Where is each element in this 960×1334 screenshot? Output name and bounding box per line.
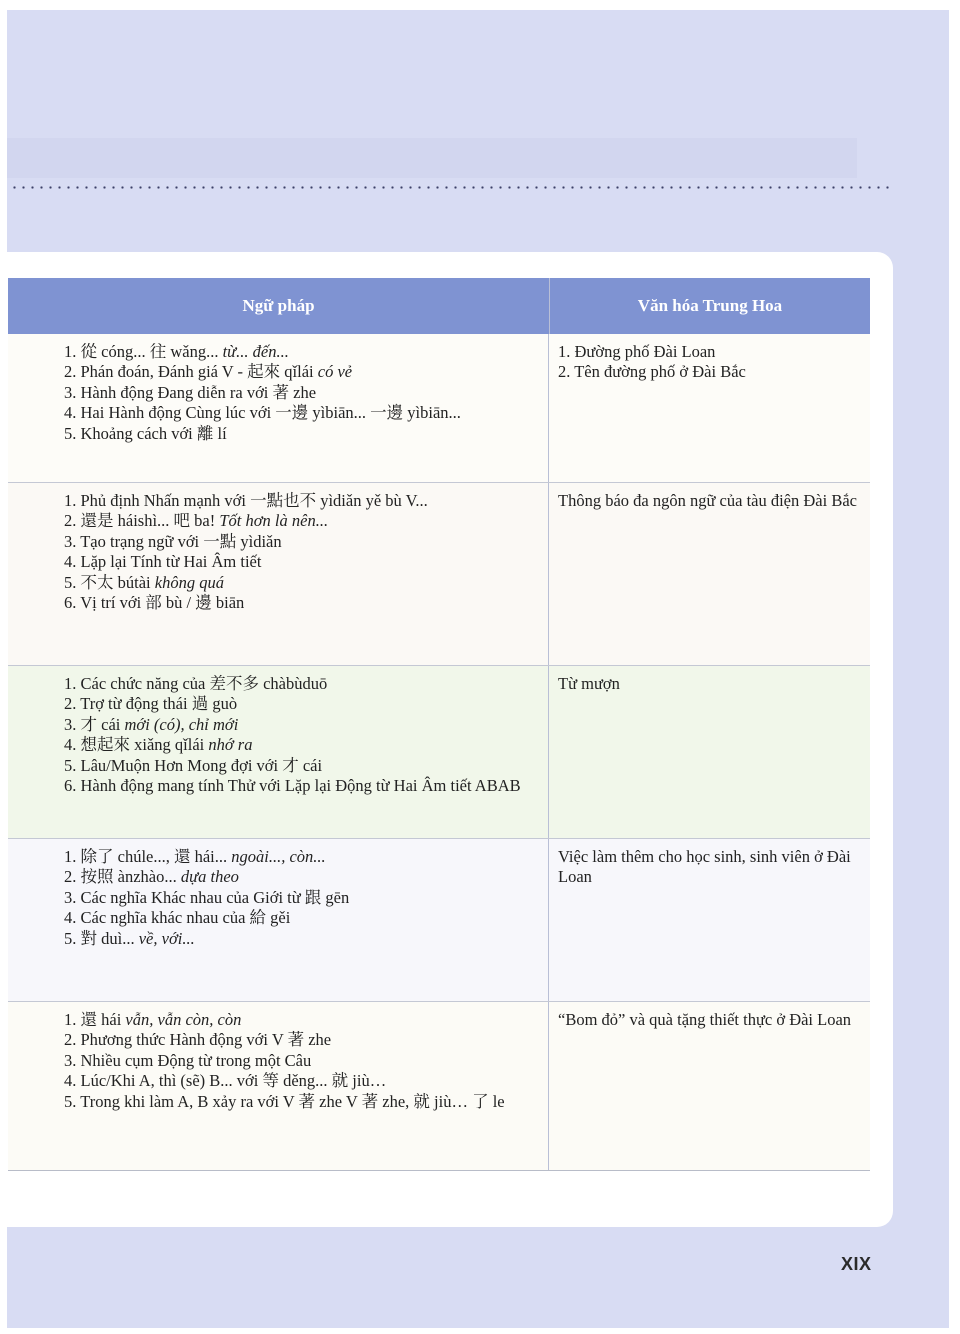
table-row [8,483,870,666]
table-row [8,666,870,839]
grammar-item: 2. Phán đoán, Đánh giá V - 起來 qǐlái có vẻ [64,362,353,382]
table-row [8,334,870,483]
culture-item: 1. Đường phố Đài Loan [558,342,716,361]
grammar-item: 3. 才 cái mới (có), chỉ mới [64,714,239,734]
culture-item: Từ mượn [558,674,620,693]
grammar-cell [8,1002,549,1170]
grammar-item: 2. Trợ từ động thái 過 guò [64,694,238,714]
grammar-item: 5. Khoảng cách với 離 lí [64,423,227,443]
culture-cell [549,483,869,665]
table-header-row [8,278,870,334]
culture-item: Thông báo đa ngôn ngữ của tàu điện Đài Bắc [558,491,857,510]
grammar-item: 2. Phương thức Hành động với V 著 zhe [64,1030,332,1050]
grammar-cell [8,483,549,665]
dotted-divider [10,186,890,189]
grammar-item: 3. Các nghĩa Khác nhau của Giới từ 跟 gēn [64,887,350,907]
culture-item: “Bom đỏ” và quà tặng thiết thực ở Đài Loan [558,1010,852,1029]
grammar-item: 1. 還 hái vẫn, vẫn còn, còn [64,1010,242,1029]
grammar-item: 4. Hai Hành động Cùng lúc với 一邊 yìbiān... 一邊 yìbiān... [64,403,461,423]
syllabus-table [8,278,870,1171]
faded-header-band [7,138,857,178]
grammar-item: 3. Hành động Đang diễn ra với 著 zhe [64,382,317,402]
grammar-cell [8,839,549,1001]
grammar-item: 5. 對 duì... về, với... [64,928,195,948]
grammar-item: 4. Các nghĩa khác nhau của 給 gěi [64,908,291,928]
grammar-item: 1. 除了 chúle..., 還 hái... ngoài..., còn... [64,847,326,866]
page-number: XIX [841,1254,872,1274]
grammar-item: 1. Phủ định Nhấn mạnh với 一點也不 yìdiǎn yě bù V... [64,491,428,510]
culture-cell [549,334,869,482]
grammar-item: 6. Hành động mang tính Thử với Lặp lại Động từ Hai Âm tiết ABAB [64,776,521,796]
grammar-item: 5. Trong khi làm A, B xảy ra với V 著 zhe V 著 zhe, 就 jiù… 了 le [64,1091,505,1111]
grammar-item: 1. 從 cóng... 往 wǎng... từ... đến... [64,342,289,361]
grammar-item: 3. Nhiều cụm Động từ trong một Câu [64,1050,312,1070]
table-row [8,839,870,1002]
grammar-item: 2. 按照 ànzhào... dựa theo [64,867,239,887]
grammar-cell [8,666,549,838]
grammar-item: 4. Lúc/Khi A, thì (sẽ) B... với 等 děng... 就 jiù… [64,1071,387,1091]
grammar-cell [8,334,549,482]
header-grammar: Ngữ pháp [8,278,550,334]
culture-cell [549,839,869,1001]
grammar-item: 1. Các chức năng của 差不多 chàbùduō [64,674,328,693]
culture-item: Việc làm thêm cho học sinh, sinh viên ở Đài Loan [558,847,851,887]
grammar-item: 3. Tạo trạng ngữ với 一點 yìdiǎn [64,531,282,551]
culture-cell [549,666,869,838]
grammar-item: 5. Lâu/Muộn Hơn Mong đợi với 才 cái [64,755,323,775]
grammar-item: 4. Lặp lại Tính từ Hai Âm tiết [64,552,262,572]
grammar-item: 5. 不太 bútài không quá [64,572,224,592]
culture-cell [549,1002,869,1170]
grammar-item: 2. 還是 háishì... 吧 ba! Tốt hơn là nên... [64,511,329,531]
table-row [8,1002,870,1171]
grammar-item: 6. Vị trí với 部 bù / 邊 biān [64,593,245,613]
culture-item: 2. Tên đường phố ở Đài Bắc [558,362,746,382]
header-culture: Văn hóa Trung Hoa [550,278,870,334]
grammar-item: 4. 想起來 xiǎng qǐlái nhớ ra [64,735,253,755]
